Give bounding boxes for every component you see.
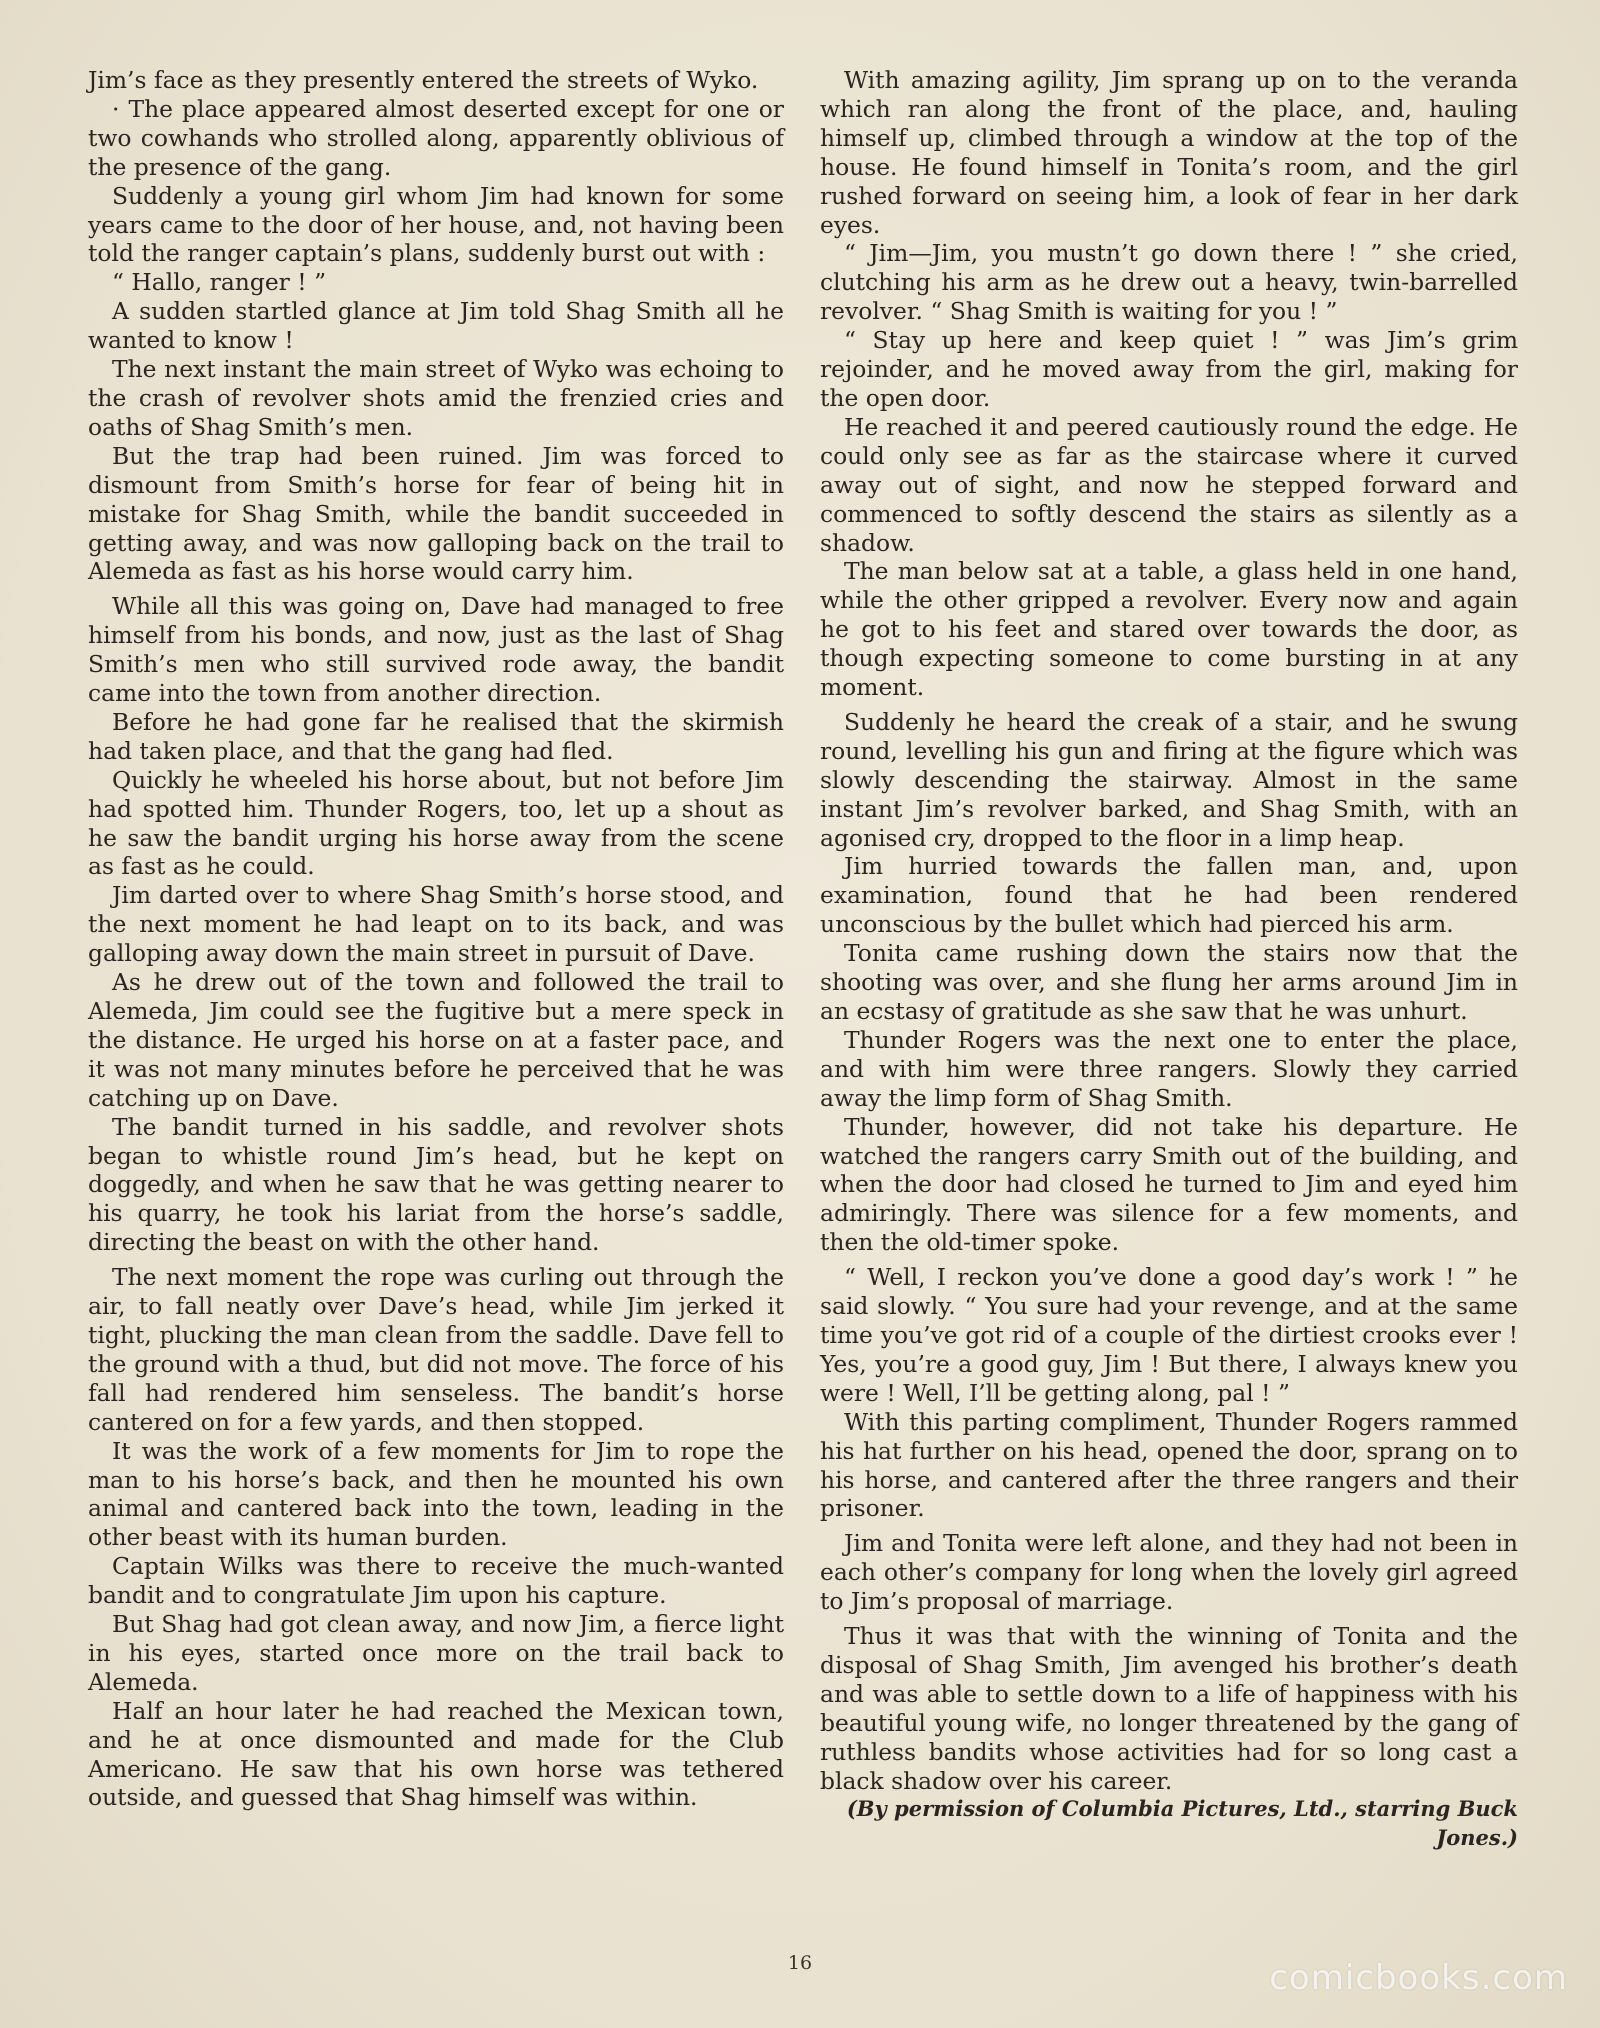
paragraph: Quickly he wheeled his horse about, but not before Jim had spotted him. Thunder Rogers, too, let up a shout as he saw the bandit urging his horse away from the scene as fast as he could. — [88, 765, 784, 881]
paragraph: “ Well, I reckon you’ve done a good day’s work ! ” he said slowly. “ You sure had your revenge, and at the same time you’ve got rid of a couple of the dirtiest crooks ever ! Yes, you’re a good guy, Jim ! But there, I always knew you were ! Well, I’ll be getting along, pal ! ” — [820, 1263, 1518, 1407]
paragraph: Jim’s face as they presently entered the streets of Wyko. — [88, 66, 759, 94]
paragraph: A sudden startled glance at Jim told Shag Smith all he wanted to know ! — [88, 297, 784, 355]
paragraph: With amazing agility, Jim sprang up on to the veranda which ran along the front of the place, and, hauling himself up, climbed through a window at the top of the house. He found himself in Tonita’s room, and the girl rushed forward on seeing him, a look of fear in her dark eyes. — [820, 66, 1518, 239]
credit-line: (By permission of Columbia Pictures, Ltd., starring Buck Jones.) — [846, 1796, 1518, 1851]
paragraph: While all this was going on, Dave had managed to free himself from his bonds, and now, just as the last of Shag Smith’s men who still survived rode away, the bandit came into the town from another direction. — [88, 592, 784, 708]
paragraph: With this parting compliment, Thunder Rogers rammed his hat further on his head, opened the door, sprang on to his horse, and cantered after the three rangers and their prisoner. — [820, 1407, 1518, 1523]
paragraph: The bandit turned in his saddle, and revolver shots began to whistle round Jim’s head, but he kept on doggedly, and when he saw that he was getting nearer to his quarry, he took his lariat from the horse’s saddle, directing the beast on with the other hand. — [88, 1112, 784, 1257]
paragraph: Suddenly a young girl whom Jim had known for some years came to the door of her house, and, not having been told the ranger captain’s plans, suddenly burst out with : — [88, 181, 784, 268]
paragraph: Jim hurried towards the fallen man, and, upon examination, found that he had been rendered unconscious by the bullet which had pierced his arm. — [820, 852, 1518, 939]
paragraph: Thunder, however, did not take his departure. He watched the rangers carry Smith out of the building, and when the door had closed he turned to Jim and eyed him admiringly. There was silence for a few moments, and then the old-timer spoke. — [820, 1112, 1518, 1257]
paragraph: Thus it was that with the winning of Tonita and the disposal of Shag Smith, Jim avenged his brother’s death and was able to settle down to a life of happiness with his beautiful young wife, no longer threatened by the gang of ruthless bandits whose activities had for so long cast a black shadow over his career. — [820, 1622, 1518, 1795]
paragraph: The man below sat at a table, a glass held in one hand, while the other gripped a revolver. Every now and again he got to his feet and stared over towards the door, as though expecting someone to come bursting in at any moment. — [820, 557, 1518, 702]
paragraph: Jim and Tonita were left alone, and they had not been in each other’s company for long when the lovely girl agreed to Jim’s proposal of marriage. — [820, 1529, 1518, 1616]
paragraph: Tonita came rushing down the stairs now that the shooting was over, and she flung her arms around Jim in an ecstasy of gratitude as she saw that he was unhurt. — [820, 939, 1518, 1025]
paragraph: Thunder Rogers was the next one to enter the place, and with him were three rangers. Slowly they carried away the limp form of Shag Smith. — [820, 1025, 1518, 1112]
paragraph: Captain Wilks was there to receive the much-wanted bandit and to congratulate Jim upon his capture. — [88, 1552, 784, 1610]
watermark: comicbooks.com — [1269, 1958, 1568, 1998]
left-column — [88, 66, 784, 1812]
paragraph: Suddenly he heard the creak of a stair, and he swung round, levelling his gun and firing at the figure which was slowly descending the stairway. Almost in the same instant Jim’s revolver barked, and Shag Smith, with an agonised cry, dropped to the floor in a limp heap. — [820, 707, 1518, 852]
paragraph: He reached it and peered cautiously round the edge. He could only see as far as the staircase where it curved away out of sight, and now he stepped forward and commenced to softly descend the stairs as silently as a shadow. — [820, 412, 1518, 557]
page-number: 16 — [787, 1952, 813, 1974]
paragraph: Jim darted over to where Shag Smith’s horse stood, and the next moment he had leapt on to its back, and was galloping away down the main street in pursuit of Dave. — [88, 881, 784, 968]
paragraph: The next instant the main street of Wyko was echoing to the crash of revolver shots amid the frenzied cries and oaths of Shag Smith’s men. — [88, 355, 784, 441]
paragraph: It was the work of a few moments for Jim to rope the man to his horse’s back, and then he mounted his own animal and cantered back into the town, leading in the other beast with its human burden. — [88, 1436, 784, 1552]
paragraph: Before he had gone far he realised that the skirmish had taken place, and that the gang had fled. — [88, 707, 784, 765]
paragraph: “ Stay up here and keep quiet ! ” was Jim’s grim rejoinder, and he moved away from the girl, making for the open door. — [820, 326, 1518, 412]
paragraph: “ Hallo, ranger ! ” — [112, 268, 327, 297]
paragraph: But Shag had got clean away, and now Jim, a fierce light in his eyes, started once more on the trail back to Alemeda. — [88, 1610, 784, 1696]
paragraph: “ Jim—Jim, you mustn’t go down there ! ” she cried, clutching his arm as he drew out a heavy, twin-barrelled revolver. “ Shag Smith is waiting for you ! ” — [820, 239, 1518, 326]
right-column — [820, 66, 1518, 1853]
paragraph: As he drew out of the town and followed the trail to Alemeda, Jim could see the fugitive but a mere speck in the distance. He urged his horse on at a faster pace, and it was not many minutes before he perceived that he was catching up on Dave. — [88, 968, 784, 1112]
paragraph: But the trap had been ruined. Jim was forced to dismount from Smith’s horse for fear of being hit in mistake for Shag Smith, while the bandit succeeded in getting away, and was now galloping back on the trail to Alemeda as fast as his horse would carry him. — [88, 441, 784, 586]
paragraph: Half an hour later he had reached the Mexican town, and he at once dismounted and made for the Club Americano. He saw that his own horse was tethered outside, and guessed that Shag himself was within. — [88, 1696, 784, 1812]
paragraph: · The place appeared almost deserted except for one or two cowhands who strolled along, apparently oblivious of the presence of the gang. — [88, 94, 784, 181]
paragraph: The next moment the rope was curling out through the air, to fall neatly over Dave’s head, while Jim jerked it tight, plucking the man clean from the saddle. Dave fell to the ground with a thud, but did not move. The force of his fall had rendered him senseless. The bandit’s horse cantered on for a few yards, and then stopped. — [88, 1263, 784, 1436]
